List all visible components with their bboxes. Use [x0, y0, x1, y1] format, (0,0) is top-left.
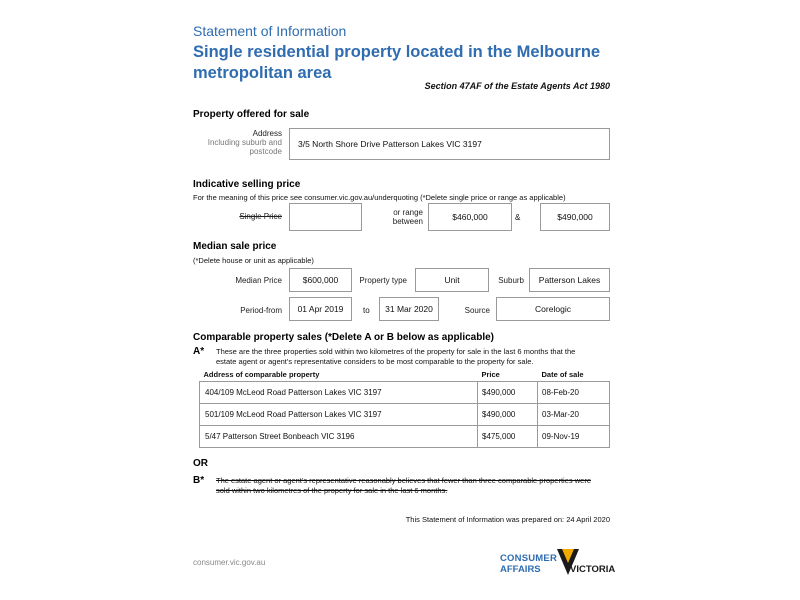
property-heading: Property offered for sale	[193, 109, 310, 120]
median-heading: Median sale price	[193, 241, 277, 252]
and-label: &	[515, 213, 521, 222]
source-field[interactable]: Corelogic	[496, 297, 610, 321]
title-line-2: metropolitan area	[193, 64, 332, 82]
column-price: Price	[478, 367, 538, 382]
median-price-field[interactable]: $600,000	[289, 268, 352, 292]
row-price[interactable]: $490,000	[478, 404, 538, 426]
address-field[interactable]: 3/5 North Shore Drive Patterson Lakes VIC 3197	[289, 128, 610, 160]
comparable-table	[199, 367, 610, 448]
source-label: Source	[464, 306, 490, 315]
median-price-label: Median Price	[235, 276, 282, 285]
logo-line-2b: VICTORIA	[570, 564, 616, 575]
row-price[interactable]: $490,000	[478, 382, 538, 404]
prepared-date: This Statement of Information was prepared on: 24 April 2020	[405, 515, 610, 524]
suburb-field[interactable]: Patterson Lakes	[529, 268, 610, 292]
table-row	[200, 382, 610, 404]
option-b-text: The estate agent or agent's representative reasonably believes that fewer than three comparable properties were sold within two kilometres of the property for sale in the last 6 months.	[216, 476, 591, 495]
suburb-label: Suburb	[498, 276, 524, 285]
single-price-field[interactable]	[289, 203, 362, 231]
column-address: Address of comparable property	[200, 367, 478, 382]
indicative-note: For the meaning of this price see consumer.vic.gov.au/underquoting (*Delete single price or range as applicable)	[193, 193, 566, 202]
consumer-affairs-logo	[500, 549, 616, 579]
row-address[interactable]: 404/109 McLeod Road Patterson Lakes VIC 3197	[200, 382, 478, 404]
period-from-field[interactable]: 01 Apr 2019	[289, 297, 352, 321]
range-label: or range between	[392, 208, 423, 226]
document-subtitle: Statement of Information	[193, 23, 347, 39]
row-price[interactable]: $475,000	[478, 426, 538, 448]
logo-line-2a: AFFAIRS	[500, 564, 541, 575]
property-type-label: Property type	[359, 276, 407, 285]
option-a-text: These are the three properties sold within two kilometres of the property for sale in the last 6 months that the estate agent or agent's representative considers to be most comparable to the property for sale.	[216, 347, 576, 366]
or-label: OR	[193, 458, 208, 469]
range-low-field[interactable]: $460,000	[428, 203, 512, 231]
range-high-field[interactable]: $490,000	[540, 203, 610, 231]
document-title	[193, 42, 613, 84]
option-b-marker: B*	[193, 475, 205, 486]
column-date: Date of sale	[538, 367, 610, 382]
to-label: to	[363, 306, 370, 315]
address-label: Address Including suburb and postcode	[207, 129, 282, 156]
act-reference: Section 47AF of the Estate Agents Act 1980	[424, 81, 610, 91]
single-price-label: Single Price	[239, 212, 282, 221]
option-a-marker: A*	[193, 346, 205, 357]
median-note: (*Delete house or unit as applicable)	[193, 256, 314, 265]
property-type-field[interactable]: Unit	[415, 268, 489, 292]
logo-line-1: CONSUMER	[500, 553, 558, 564]
footer-url[interactable]: consumer.vic.gov.au	[193, 558, 266, 567]
row-date[interactable]: 08-Feb-20	[538, 382, 610, 404]
comparable-heading: Comparable property sales (*Delete A or B below as applicable)	[193, 332, 495, 343]
row-address[interactable]: 5/47 Patterson Street Bonbeach VIC 3196	[200, 426, 478, 448]
row-date[interactable]: 03-Mar-20	[538, 404, 610, 426]
period-from-label: Period-from	[240, 306, 282, 315]
table-row	[200, 404, 610, 426]
row-date[interactable]: 09-Nov-19	[538, 426, 610, 448]
title-line-1: Single residential property located in the Melbourne	[193, 43, 601, 61]
table-row	[200, 426, 610, 448]
indicative-heading: Indicative selling price	[193, 179, 301, 190]
period-to-field[interactable]: 31 Mar 2020	[379, 297, 439, 321]
row-address[interactable]: 501/109 McLeod Road Patterson Lakes VIC 3197	[200, 404, 478, 426]
table-header-row	[200, 367, 610, 382]
